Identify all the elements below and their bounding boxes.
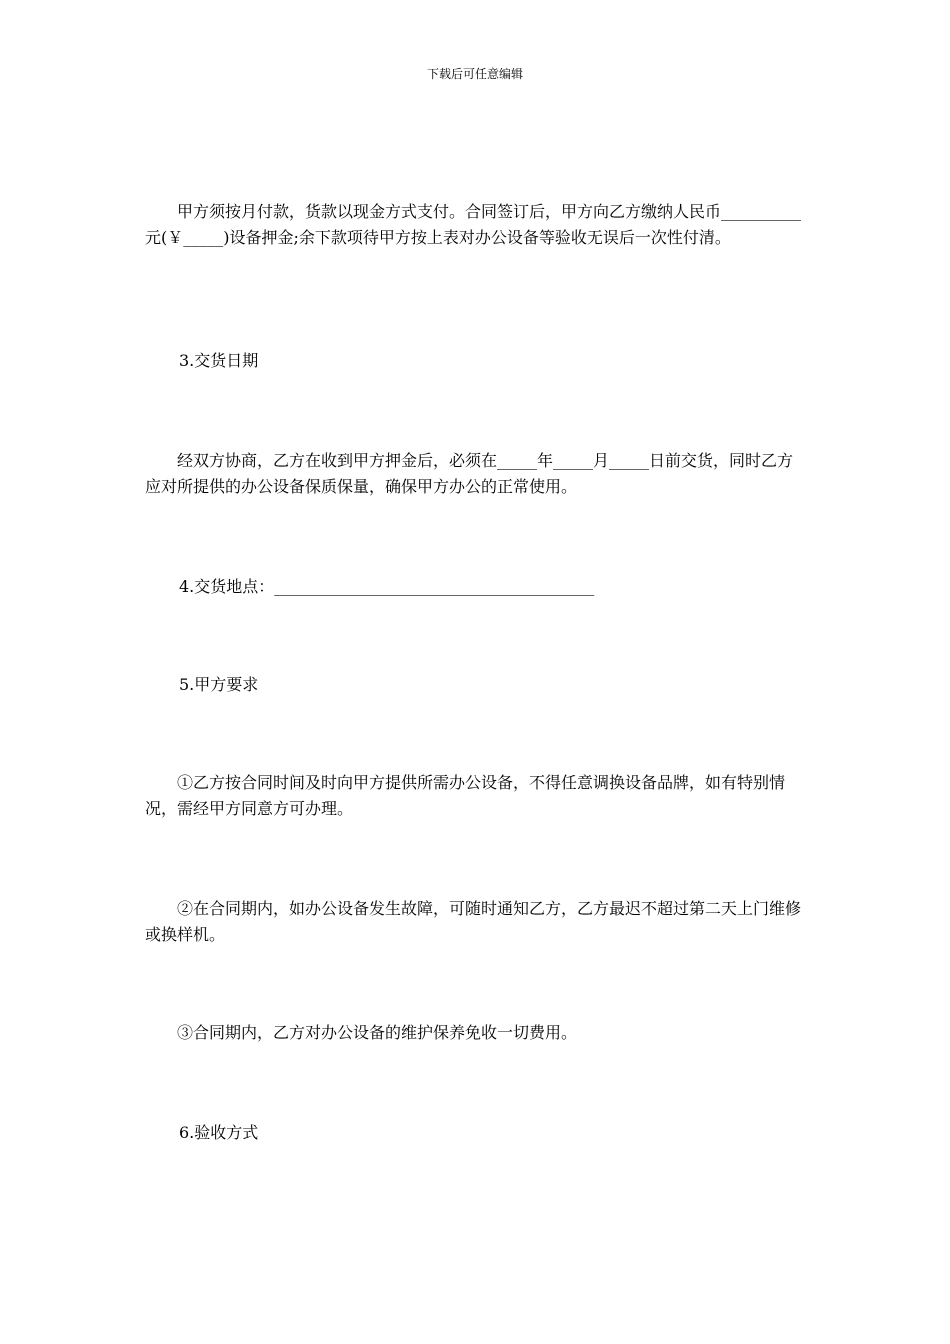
section3-heading: 3.交货日期	[179, 351, 259, 370]
requirement-2: ②在合同期内，如办公设备发生故障，可随时通知乙方，乙方最迟不超过第二天上门维修或换样机。	[145, 899, 802, 944]
section6-heading: 6.验收方式	[179, 1123, 259, 1142]
section3-paragraph: 经双方协商，乙方在收到甲方押金后，必须在_____年_____月_____日前交货，同时乙方应对所提供的办公设备保质保量，确保甲方办公的正常使用。	[145, 451, 794, 496]
section5-heading: 5.甲方要求	[179, 675, 259, 694]
section4-heading: 4.交货地点：________________________________________	[179, 577, 595, 596]
header-note: 下载后可任意编辑	[426, 67, 523, 81]
requirement-1: ①乙方按合同时间及时向甲方提供所需办公设备，不得任意调换设备品牌，如有特别情况，需经甲方同意方可办理。	[145, 773, 786, 818]
requirement-3: ③合同期内，乙方对办公设备的维护保养免收一切费用。	[177, 1023, 578, 1042]
payment-paragraph: 甲方须按月付款，货款以现金方式支付。合同签订后，甲方向乙方缴纳人民币__________元(￥_____)设备押金;余下款项待甲方按上表对办公设备等验收无误后一次性付清。	[145, 202, 802, 247]
